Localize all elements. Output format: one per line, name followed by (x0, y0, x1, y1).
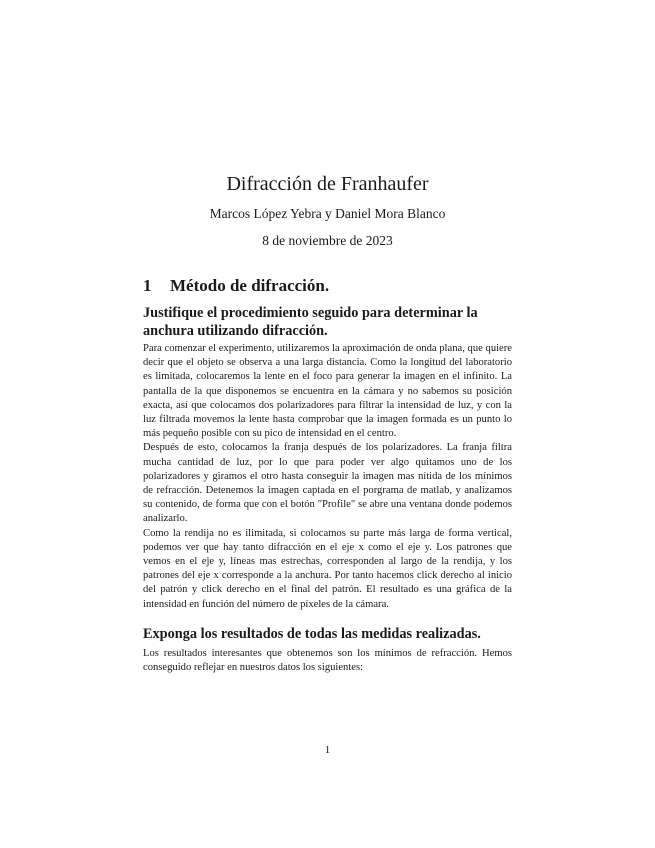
paragraph: Para comenzar el experimento, utilizaremos la aproximación de onda plana, que quiere decir que el objeto se observa a una larga distancia. Como la longitud del laboratorio es limitada, colocaremos la lente en el foco para generar la imagen en el infinito. La pantalla de la que disponemos se encuentra en la cámara y no sabemos su posición exacta, así que colocamos dos polarizadores para filtrar la intensidad de luz, y con la luz filtrada movemos la lente hasta comprobar que la imagen formada es un punto lo más pequeño posible con su pico de intensidad en el centro. (143, 343, 512, 440)
paragraph: Los resultados interesantes que obtenemos son los mínimos de refracción. Hemos conseguido reflejar en nuestros datos los siguientes: (143, 648, 512, 674)
results-body (143, 647, 512, 675)
section-heading (143, 276, 329, 296)
subsection-heading-results: Exponga los resultados de todas las medidas realizadas. (143, 626, 481, 642)
paragraph: Después de esto, colocamos la franja después de los polarizadores. La franja filtra mucha cantidad de luz, por lo que para poder ver algo quitamos uno de los polarizadores y giramos el otro hasta conseguir la imagen mas nítida de los mínimos de refracción. Detenemos la imagen captada en el porgrama de matlab, y analizamos su contenido, de forma que con el botón "Profile" se abre una ventana donde podemos analizarlo. (143, 442, 512, 525)
section-title: Método de difracción. (170, 276, 330, 295)
document-date: 8 de noviembre de 2023 (262, 233, 393, 248)
section-number: 1 (143, 276, 152, 295)
page-number: 1 (324, 744, 331, 756)
procedure-body (143, 342, 512, 612)
paragraph: Como la rendija no es ilimitada, si colocamos su parte más larga de forma vertical, podemos ver que hay tanto difracción en el eje x como el eje y. Los patrones que vemos en el eje y, líneas mas estrechas, corresponden al largo de la rendija, y los patrones del eje x corresponde a la anchura. Por tanto hacemos click derecho al inicio del patrón y click derecho en el final del patrón. El resultado es una gráfica de la intensidad en función del número de píxeles de la cámara. (143, 527, 512, 610)
document-title: Difracción de Franhaufer (226, 173, 429, 195)
document-authors: Marcos López Yebra y Daniel Mora Blanco (209, 206, 446, 221)
subsection-heading-procedure: Justifique el procedimiento seguido para determinar la anchura utilizando difracción. (143, 305, 478, 339)
